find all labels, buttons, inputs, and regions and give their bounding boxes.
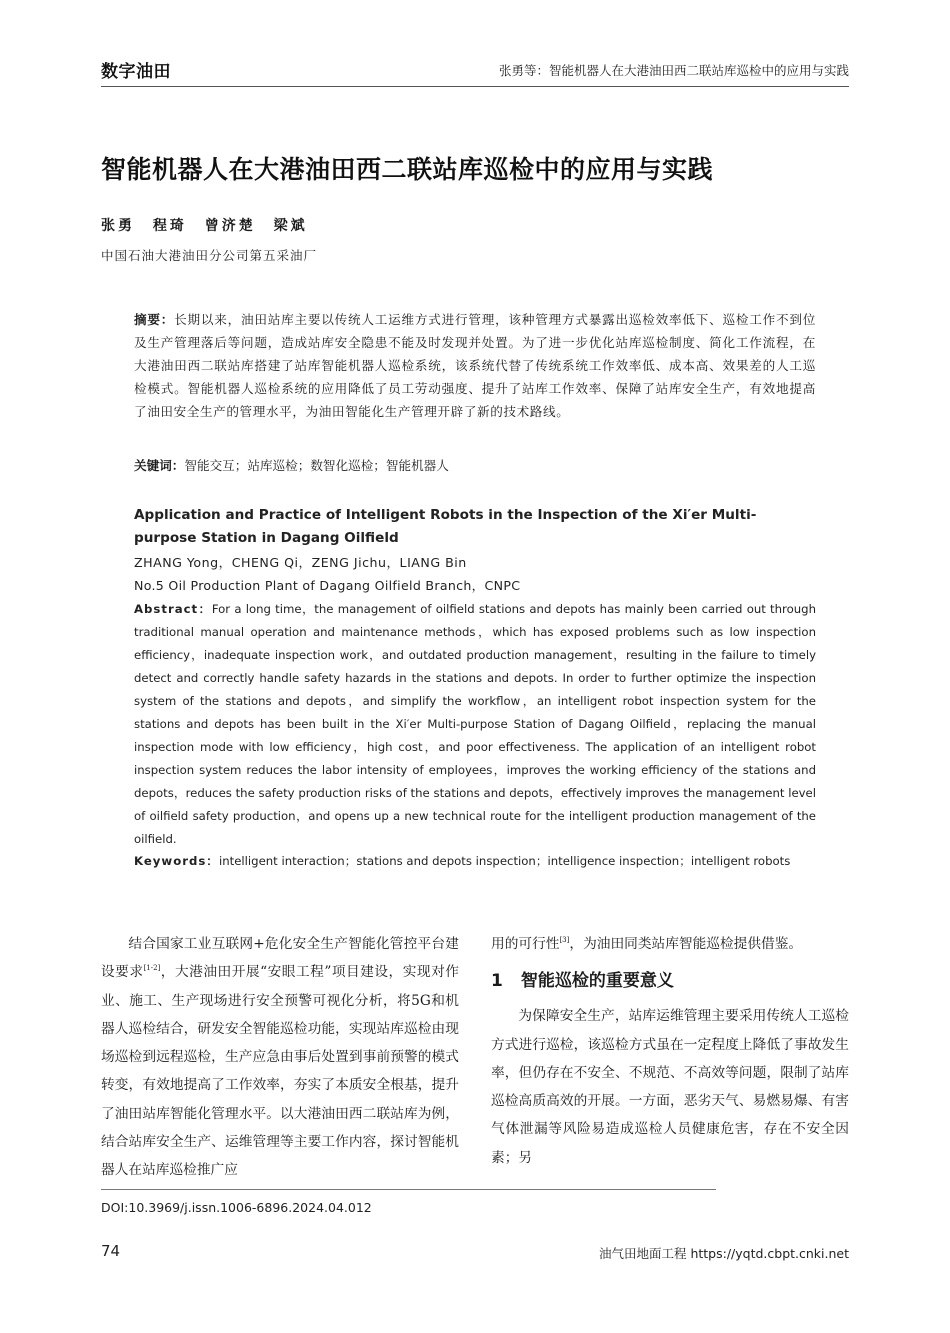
keywords-cn bbox=[134, 454, 816, 477]
abstract-en bbox=[134, 598, 816, 851]
abstract-en-label: Abstract： bbox=[134, 602, 212, 616]
body-text: ，大港油田开展“安眼工程”项目建设，实现对作业、施工、生产现场进行安全预警可视化分析，将5G和机器人巡检结合，研发安全智能巡检功能，实现站库巡检由现场巡检到远程巡检，生产应急由事后处置到事前预警的模式转变，有效地提高了工作效率，夯实了本质安全根基，提升了油田站库智能化管理水平。以大港油田西二联站库为例，结合站库安全生产、运维管理等主要工作内容，探讨智能机器人在站库巡检推广应 bbox=[101, 964, 459, 1179]
keywords-cn-text: 智能交互；站库巡检；数智化巡检；智能机器人 bbox=[184, 458, 449, 473]
citation: [3] bbox=[559, 936, 570, 944]
section-heading bbox=[491, 970, 849, 992]
citation: [1-2] bbox=[143, 964, 161, 973]
journal-footer: 油气田地面工程 https://yqtd.cbpt.cnki.net bbox=[598, 1246, 849, 1261]
keywords-en-label: Keywords： bbox=[134, 854, 219, 868]
keywords-en-text: intelligent interaction；stations and depots inspection；intelligence inspection；intelligent robots bbox=[219, 854, 791, 868]
english-affiliation: No.5 Oil Production Plant of Dagang Oilfield Branch，CNPC bbox=[134, 578, 521, 593]
section-number: 1 bbox=[491, 971, 503, 992]
affiliation: 中国石油大港油田分公司第五采油厂 bbox=[101, 248, 318, 263]
english-title: Application and Practice of Intelligent Robots in the Inspection of the Xi′er Multi-purpose Station in Dagang Oilfield bbox=[134, 507, 757, 546]
footnote-rule bbox=[101, 1189, 716, 1190]
body-text: ，为油田同类站库智能巡检提供借鉴。 bbox=[569, 936, 803, 952]
running-title: 张勇等：智能机器人在大港油田西二联站库巡检中的应用与实践 bbox=[498, 63, 849, 78]
abstract-cn-text: 长期以来，油田站库主要以传统人工运维方式进行管理，该种管理方式暴露出巡检效率低下、巡检工作不到位及生产管理落后等问题，造成站库安全隐患不能及时发现并处置。为了进一步优化站库巡检制度、简化工作流程，在大港油田西二联站库搭建了站库智能机器人巡检系统，该系统代替了传统系统工作效率低、成本高、效果差的人工巡检模式。智能机器人巡检系统的应用降低了员工劳动强度、提升了站库工作效率、保障了站库安全生产，有效地提高了油田安全生产的管理水平，为油田智能化生产管理开辟了新的技术路线。 bbox=[134, 312, 816, 419]
body-paragraph bbox=[491, 930, 849, 958]
body-paragraph: 为保障安全生产，站库运维管理主要采用传统人工巡检方式进行巡检，该巡检方式虽在一定程度上降低了事故发生率，但仍存在不安全、不规范、不高效等问题，限制了站库巡检高质高效的开展。一方面，恶劣天气、易燃易爆、有害气体泄漏等风险易造成巡检人员健康危害，存在不安全因素；另 bbox=[491, 1008, 849, 1166]
article-title: 智能机器人在大港油田西二联站库巡检中的应用与实践 bbox=[101, 155, 714, 184]
page-number: 74 bbox=[101, 1242, 121, 1260]
body-paragraph bbox=[101, 930, 459, 1185]
body-column-left bbox=[101, 930, 459, 1185]
body-text: 结合国家工业互联网+危化安全生产智能化管控平台建设要求 bbox=[101, 936, 459, 981]
author-list: 张勇 程琦 曾济楚 梁斌 bbox=[101, 218, 308, 234]
abstract-cn-label: 摘要： bbox=[134, 312, 175, 327]
english-authors: ZHANG Yong，CHENG Qi，ZENG Jichu，LIANG Bin bbox=[134, 555, 467, 570]
abstract-cn bbox=[134, 308, 816, 423]
body-column-right bbox=[491, 930, 849, 1172]
section-title: 智能巡检的重要意义 bbox=[520, 971, 674, 992]
header-rule bbox=[101, 86, 849, 87]
journal-section-brand: 数字油田 bbox=[101, 62, 171, 82]
keywords-en bbox=[134, 850, 816, 873]
abstract-en-text: For a long time，the management of oilfield stations and depots has mainly been carried out through traditional manual operation and maintenance methods，which has exposed problems such as low inspection efficiency，inadequate inspection work，and outdated production management，resulting in the failure to timely detect and correctly handle safety hazards in the stations and depots. In order to further optimize the inspection system of the stations and depots，and simplify the workflow，an intelligent robot inspection system for the stations and depots has been built in the Xi′er Multi-purpose Station of Dagang Oilfield，replacing the manual inspection mode with low efficiency，high cost，and poor effectiveness. The application of an intelligent robot inspection system reduces the labor intensity of employees，improves the working efficiency of the stations and depots，reduces the safety production risks of the stations and depots，effectively improves the management level of oilfield safety production，and opens up a new technical route for the intelligent production management of the oilfield. bbox=[134, 602, 816, 846]
keywords-cn-label: 关键词： bbox=[134, 458, 185, 473]
body-text: 用的可行性 bbox=[491, 936, 560, 952]
doi: DOI:10.3969/j.issn.1006-6896.2024.04.012 bbox=[101, 1200, 372, 1215]
